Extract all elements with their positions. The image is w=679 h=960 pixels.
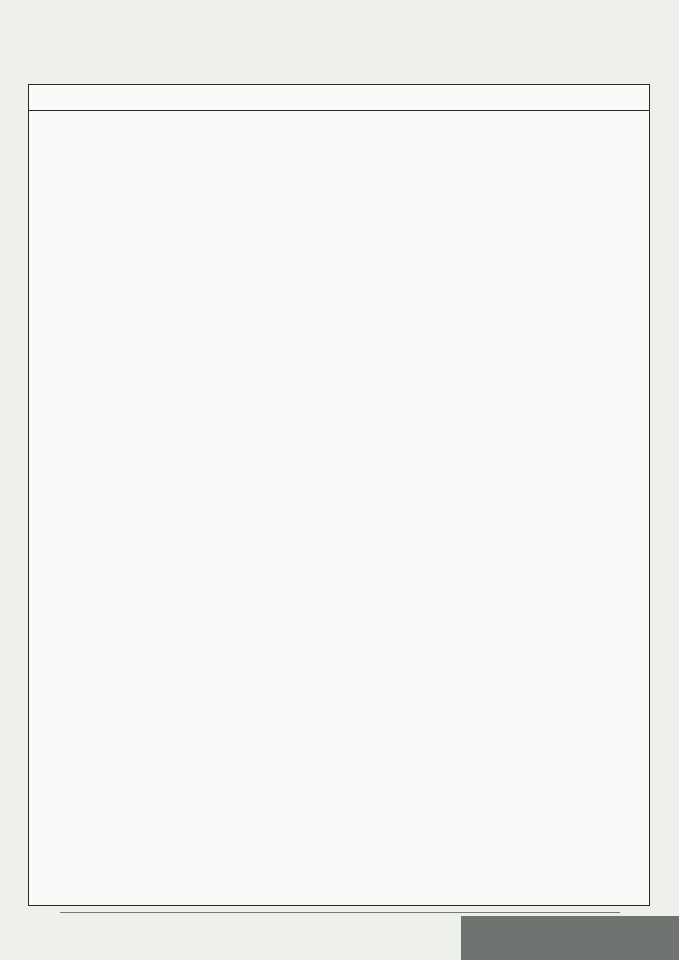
table-body (29, 111, 649, 906)
worksheet-table (28, 84, 650, 906)
footer-rule (60, 912, 620, 913)
page-title (29, 85, 649, 111)
scanner-brand-badge (461, 916, 679, 960)
